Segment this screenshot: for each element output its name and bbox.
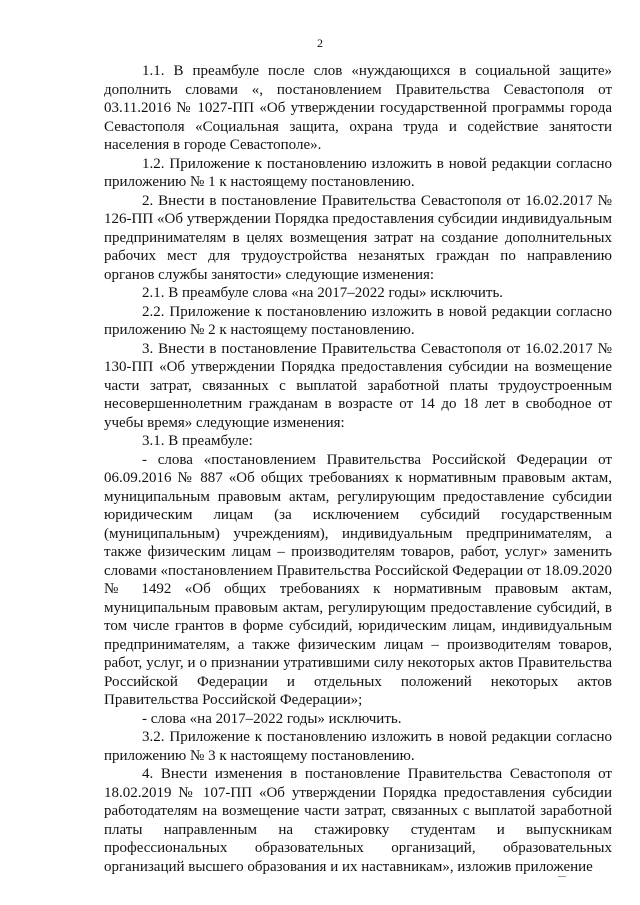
- paragraph-1-1: 1.1. В преамбуле после слов «нуждающихся в социальной защите» дополнить словами «, постановлением Правительства Севастополя от 03.11.2016 № 1027-ПП «Об утверждении государственной программы города Севастополя «Социальная защита, охрана труда и содействие занятости населения в городе Севастополе».: [104, 63, 612, 153]
- paragraph-4: 4. Внести изменения в постановление Правительства Севастополя от 18.02.2019 № 107-ПП «Об утверждении Порядка предоставления субсидии работодателям на возмещение части затрат, связанных с выплатой заработной платы направленным на стажировку студентам и выпускникам профессиональных образовательных организаций, образовательных организаций высшего образования и их наставникам», изложив приложение: [104, 766, 612, 875]
- document-body: [104, 62, 612, 876]
- paragraph-3: 3. Внести в постановление Правительства Севастополя от 16.02.2017 № 130-ПП «Об утверждении Порядка предоставления субсидии на возмещение части затрат, связанных с выплатой заработной платы трудоустроенным несовершеннолетним гражданам в возрасте от 14 до 18 лет в свободное от учебы время» следующие изменения:: [104, 340, 612, 431]
- paragraph-2-2: 2.2. Приложение к постановлению изложить в новой редакции согласно приложению № 2 к настоящему постановлению.: [104, 303, 612, 338]
- paragraph-2-1: 2.1. В преамбуле слова «на 2017–2022 годы» исключить.: [142, 285, 504, 301]
- paragraph-2: 2. Внести в постановление Правительства Севастополя от 16.02.2017 № 126-ПП «Об утверждении Порядка предоставления субсидии индивидуальным предпринимателям в целях возмещения затрат на создание дополнительных рабочих мест для трудоустройства незанятых граждан по направлению органов службы занятости» следующие изменения:: [104, 192, 612, 283]
- paragraph-3-1-item-1: - слова «постановлением Правительства Российской Федерации от 06.09.2016 № 887 «Об общих требованиях к нормативным правовым актам, муниципальным правовым актам, регулирующим предоставление субсидии юридическим лицам (за исключением субсидий государственным (муниципальным) учреждениям), индивидуальным предпринимателям, а также физическим лицам – производителям товаров, работ, услуг» заменить словами «постановлением Правительства Российской Федерации от 18.09.2020 № 1492 «Об общих требованиях к нормативным правовым актам, муниципальным правовым актам, регулирующим предоставление субсидий, в том числе грантов в форме субсидий, юридическим лицам, индивидуальным предпринимателям, а также физическим лицам – производителям товаров, работ, услуг, и о признании утратившими силу некоторых актов Правительства Российской Федерации и отдельных положений некоторых актов Правительства Российской Федерации»;: [104, 451, 612, 708]
- paragraph-3-1-item-2: - слова «на 2017–2022 годы» исключить.: [142, 710, 402, 727]
- paragraph-3-1: 3.1. В преамбуле:: [142, 433, 253, 449]
- page-number: 2: [317, 36, 323, 50]
- paragraph-1-2: 1.2. Приложение к постановлению изложить в новой редакции согласно приложению № 1 к настоящему постановлению.: [104, 155, 612, 190]
- scan-mark: [558, 876, 566, 877]
- paragraph-3-2: 3.2. Приложение к постановлению изложить в новой редакции согласно приложению № 3 к настоящему постановлению.: [104, 729, 612, 764]
